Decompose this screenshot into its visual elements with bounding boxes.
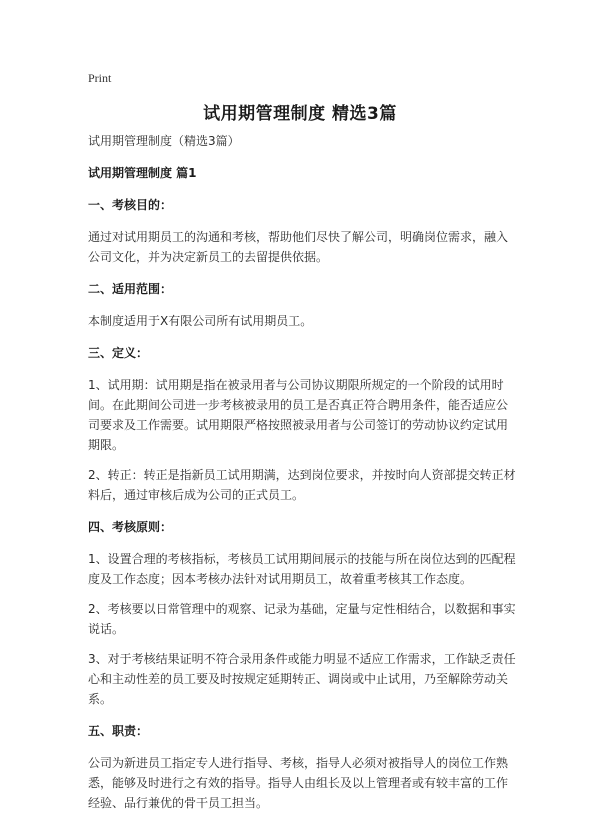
section-heading: 试用期管理制度 篇1 (88, 166, 197, 180)
paragraph-scope: 本制度适用于X有限公司所有试用期员工。 (88, 314, 313, 328)
paragraph-principle-2: 2、考核要以日常管理中的观察、记录为基础，定量与定性相结合，以数据和事实说话。 (88, 602, 516, 636)
paragraph-principle-1: 1、设置合理的考核指标，考核员工试用期间展示的技能与所在岗位达到的匹配程度及工作态度；因本考核办法针对试用期员工，故着重考核其工作态度。 (88, 552, 516, 586)
document-body (88, 131, 518, 813)
document-subtitle: 试用期管理制度（精选3篇） (88, 134, 240, 148)
heading-responsibilities: 五、职责： (88, 724, 149, 738)
paragraph-assessment-purpose: 通过对试用期员工的沟通和考核，帮助他们尽快了解公司，明确岗位需求，融入公司文化，并为决定新员工的去留提供依据。 (88, 230, 509, 264)
paragraph-definition-regularization: 2、转正：转正是指新员工试用期满，达到岗位要求，并按时向人资部提交转正材料后，通过审核后成为公司的正式员工。 (88, 468, 516, 502)
print-label: Print (88, 71, 112, 85)
paragraph-definition-probation: 1、试用期：试用期是指在被录用者与公司协议期限所规定的一个阶段的试用时间。在此期间公司进一步考核被录用的员工是否真正符合聘用条件，能否适应公司要求及工作需要。试用期限严格按照被录用者与公司签订的劳动协议约定试用期限。 (88, 378, 509, 452)
heading-assessment-principles: 四、考核原则： (88, 520, 173, 534)
heading-assessment-purpose: 一、考核目的： (88, 198, 173, 212)
page-title: 试用期管理制度 精选3篇 (203, 104, 397, 124)
paragraph-principle-3: 3、对于考核结果证明不符合录用条件或能力明显不适应工作需求，工作缺乏责任心和主动性差的员工要及时按规定延期转正、调岗或中止试用，乃至解除劳动关系。 (88, 652, 516, 706)
paragraph-responsibilities: 公司为新进员工指定专人进行指导、考核，指导人必须对被指导人的岗位工作熟悉，能够及时进行之有效的指导。指导人由组长及以上管理者或有较丰富的工作经验、品行兼优的骨干员工担当。 (88, 756, 509, 810)
heading-definition: 三、定义： (88, 346, 149, 360)
heading-scope: 二、适用范围： (88, 282, 173, 296)
